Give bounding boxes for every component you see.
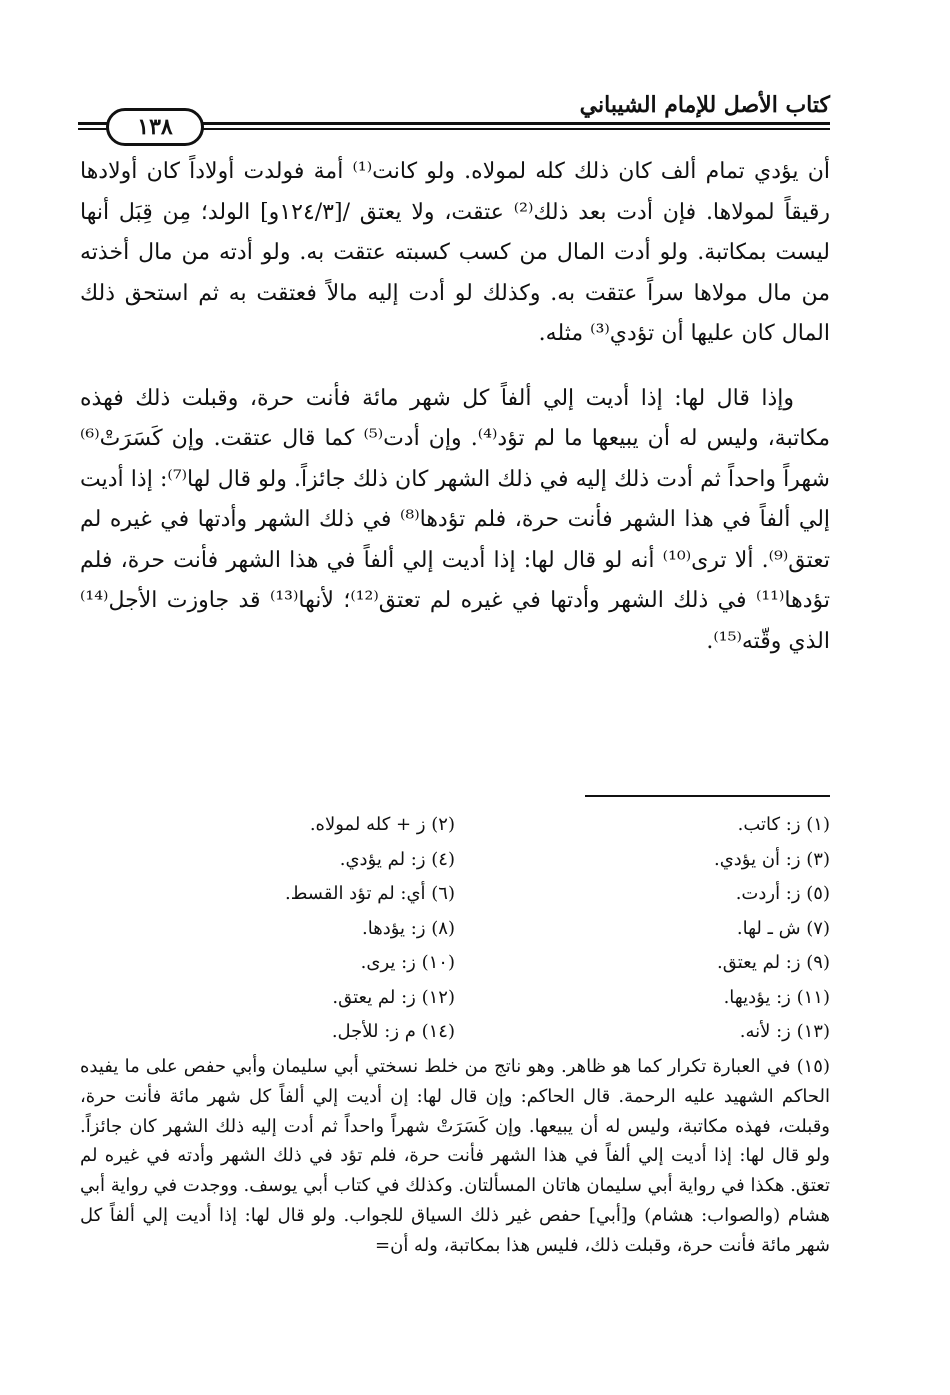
paragraph: وإذا قال لها: إذا أديت إلي ألفاً كل شهر مائة فأنت حرة، وقبلت ذلك فهذه مكاتبة، وليس له أن يبيعها ما لم تؤد⁽⁴⁾. وإن أدت⁽⁵⁾ كما قال عتقت. وإن كَسَرَتْ⁽⁶⁾ شهراً واحداً ثم أدت ذلك إليه في ذلك الشهر كان ذلك جائزاً. ولو قال لها⁽⁷⁾: إذا أديت إلي ألفاً في هذا الشهر فأنت حرة، فلم تؤدها⁽⁸⁾ في ذلك الشهر وأدتها في غيره لم تعتق⁽⁹⁾. ألا ترى⁽¹⁰⁾ أنه لو قال لها: إذا أديت إلي ألفاً في هذا الشهر فأنت حرة، فلم تؤدها⁽¹¹⁾ في ذلك الشهر وأدتها في غيره لم تعتق⁽¹²⁾؛ لأنها⁽¹³⁾ قد جاوزت الأجل⁽¹⁴⁾ الذي وقّته⁽¹⁵⁾. bbox=[80, 385, 831, 654]
footnote-row bbox=[80, 912, 830, 947]
footnote: (١٠) ز: يرى. bbox=[360, 952, 455, 973]
footnote-row bbox=[80, 946, 830, 981]
footnote: (٤) ز: لم يؤدي. bbox=[339, 848, 455, 870]
footnote: (٦) أي: لم تؤد القسط. bbox=[284, 883, 455, 904]
footnote: (٣) ز: أن يؤدي. bbox=[713, 848, 830, 870]
running-header bbox=[78, 88, 830, 144]
footnote-row bbox=[80, 981, 830, 1016]
footnote-row bbox=[80, 1015, 830, 1050]
footnote: (٧) ش ـ لها. bbox=[736, 917, 830, 939]
main-text bbox=[80, 152, 830, 662]
footnote-row bbox=[80, 808, 830, 843]
footnote: (١) ز: كاتب. bbox=[737, 814, 830, 835]
footnote: (١٤) م ز: للأجل. bbox=[331, 1021, 455, 1042]
footnote: (١٣) ز: لأنه. bbox=[739, 1021, 830, 1042]
footnote-row bbox=[80, 877, 830, 912]
footnote: (٨) ز: يؤدها. bbox=[362, 917, 455, 939]
footnote-separator bbox=[585, 795, 830, 797]
footnote: (٥) ز: أردت. bbox=[735, 883, 830, 904]
footnote-row bbox=[80, 843, 830, 878]
page-number: ١٣٨ bbox=[106, 108, 204, 146]
paragraph: أن يؤدي تمام ألف كان ذلك كله لمولاه. ولو كانت⁽¹⁾ أمة فولدت أولاداً كان أولادها رقيقاً لمولاها. فإن أدت بعد ذلك⁽²⁾ عتقت، ولا يعتق /[١٢٤/٣و] الولد؛ مِن قِبَل أنها ليست بمكاتبة. ولو أدت المال من كسب كسبته عتقت به. ولو أدته من مال أخذته من مال مولاها سراً عتقت به. وكذلك لو أدت إليه مالاً فعتقت به ثم استحق ذلك المال كان عليها أن تؤدي⁽³⁾ مثله. bbox=[80, 159, 831, 346]
book-title: كتاب الأصل للإمام الشيباني bbox=[579, 92, 830, 118]
footnote: (٢) ز + كله لمولاه. bbox=[309, 814, 455, 835]
footnote: (١١) ز: يؤديها. bbox=[723, 986, 830, 1008]
footnote-long: (١٥) في العبارة تكرار كما هو ظاهر. وهو ناتج من خلط نسختي أبي سليمان وأبي حفص على ما يفيده الحاكم الشهيد عليه الرحمة. قال الحاكم: وإن قال لها: إن أديت إلي ألفاً كل شهر مائة فأنت حرة، وقبلت، فهذه مكاتبة، وليس له أن يبيعها. وإن كَسَرَتْ شهراً واحداً ثم أدت إليه ذلك الشهر كان جائزاً. ولو قال لها: إذا أديت إلي ألفاً في هذا الشهر فأنت حرة، فلم تؤد في ذلك الشهر وأدته في غيره لم تعتق. هكذا في رواية أبي سليمان هاتان المسألتان. وكذلك في كتاب أبي يوسف. ووجدت في رواية أبي هشام (والصواب: هشام) و[أبي] حفص غير ذلك السياق للجواب. ولو قال لها: إذا أديت إلي ألفاً كل شهر مائة فأنت حرة، وقبلت ذلك، فليس هذا بمكاتبة، وله أن= bbox=[80, 1056, 830, 1256]
footnotes-grid bbox=[80, 808, 830, 1050]
footnote: (١٢) ز: لم يعتق. bbox=[332, 986, 455, 1008]
footnote: (٩) ز: لم يعتق. bbox=[717, 952, 830, 973]
